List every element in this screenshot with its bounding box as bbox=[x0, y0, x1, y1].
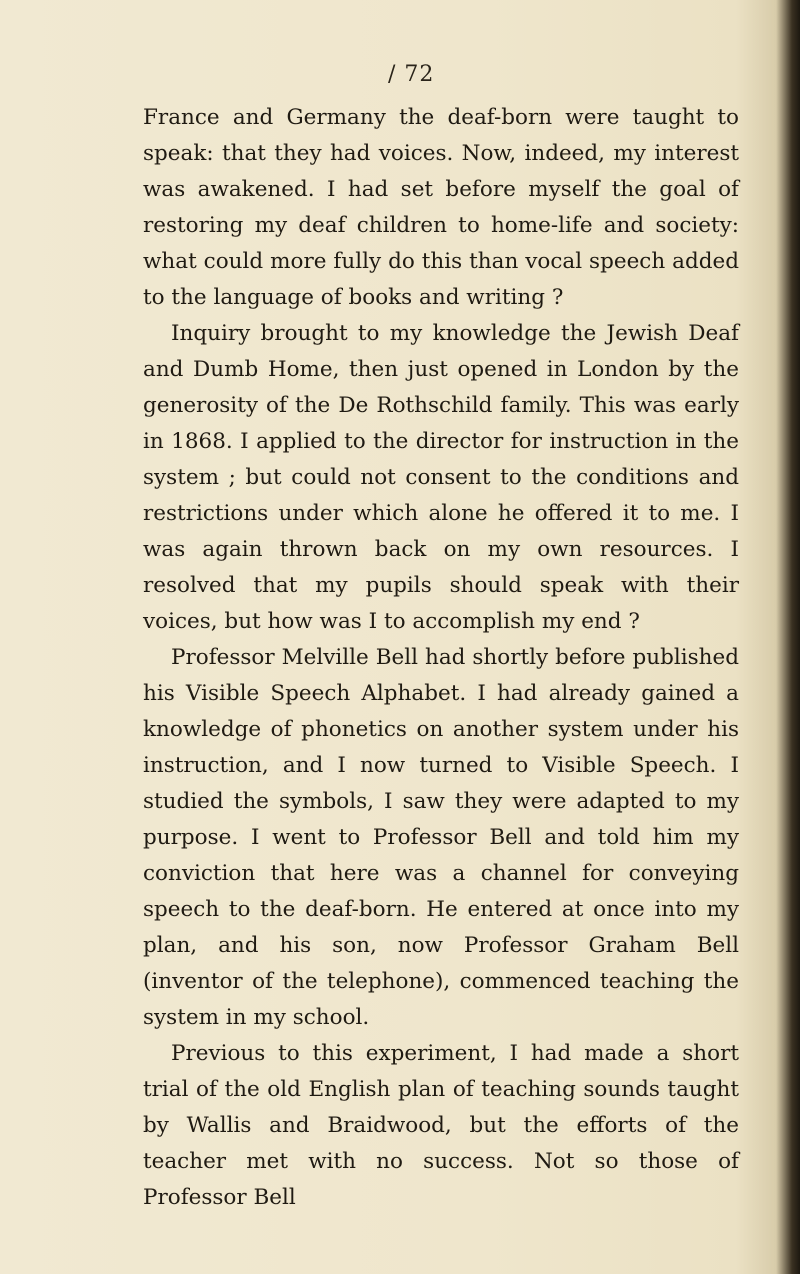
paragraph-4: Previous to this experiment, I had made a short trial of the old English plan of teaching sounds taught by Wallis and Braidwood, but the efforts of the teacher met with no success. Not so those of Professor Bell bbox=[143, 1041, 739, 1210]
paragraph-1: France and Germany the deaf-born were taught to speak: that they had voices. Now, indeed, my interest was awakened. I had set before myself the goal of restoring my deaf children to home-life and society: what could more fully do this than vocal speech added to the language of books and writing ? bbox=[143, 105, 739, 310]
paragraph-2: Inquiry brought to my knowledge the Jewish Deaf and Dumb Home, then just opened in London by the generosity of the De Rothschild family. This was early in 1868. I applied to the director for instruction in the system ; but could not consent to the conditions and restrictions under which alone he offered it to me. I was again thrown back on my own resources. I resolved that my pupils should speak with their voices, but how was I to accomplish my end ? bbox=[143, 321, 739, 634]
paragraph-3: Professor Melville Bell had shortly before published his Visible Speech Alphabet. I had already gained a knowledge of phonetics on another system under his instruction, and I now turned to Visible Speech. I studied the symbols, I saw they were adapted to my purpose. I went to Professor Bell and told him my conviction that here was a channel for conveying speech to the deaf-born. He entered at once into my plan, and his son, now Professor Graham Bell (inventor of the telephone), commenced teaching the system in my school. bbox=[143, 645, 739, 1030]
page-number: / 72 bbox=[388, 62, 435, 87]
body-text bbox=[143, 100, 739, 1216]
